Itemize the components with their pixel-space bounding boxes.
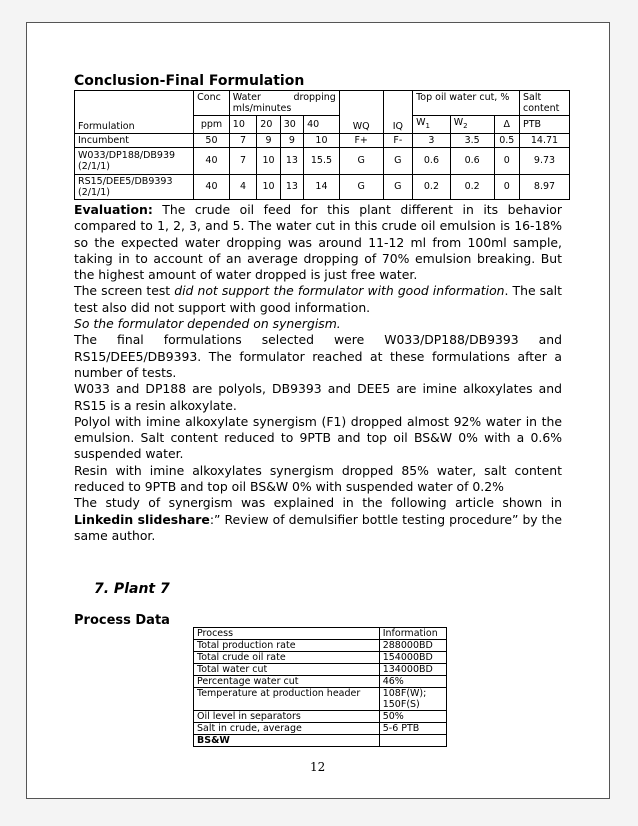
header-formulation: Formulation — [75, 91, 194, 134]
table-header-row — [75, 91, 570, 116]
table-header-row — [194, 628, 447, 640]
header-water-dropping: Water dropping mls/minutes — [229, 91, 339, 116]
table-row — [194, 664, 447, 676]
evaluation-label: Evaluation: — [74, 202, 153, 217]
synergism-line — [74, 316, 562, 332]
process-key: Total production rate — [194, 640, 380, 652]
unit-ptb: PTB — [520, 116, 570, 134]
process-value: 134000BD — [379, 664, 446, 676]
screen-test-emphasis: did not support the formulator with good information — [174, 283, 505, 299]
cell-formulation: RS15/DEE5/DB9393 (2/1/1) — [75, 174, 194, 199]
article-paragraph — [74, 495, 562, 544]
process-value: 50% — [379, 711, 446, 723]
evaluation-p1: The crude oil feed for this plant different in its behavior compared to 1, 2, 3, and 5. The water cut in this crude oil emulsion is 16-18% so the expected water dropping was around 11-12 ml from 100ml sample, taking in to account of an average dropping of 70% emulsion breaking. But the highest amount of water dropped is just free water. — [74, 202, 562, 283]
cell-w1: 0.2 — [413, 174, 451, 199]
process-key-bsw: BS&W — [194, 735, 380, 747]
process-data-table — [193, 627, 447, 747]
cell-iq: F- — [383, 133, 413, 147]
article-b: :” Review of demulsifier bottle testing procedure” by the same author. — [74, 511, 562, 543]
screen-test-b: . The salt test also did not support with good information. — [74, 283, 562, 315]
header-salt: Salt content — [520, 91, 570, 116]
table-row — [194, 676, 447, 688]
table-row — [194, 723, 447, 735]
unit-ppm: ppm — [194, 116, 230, 134]
table-row — [75, 174, 570, 199]
process-value: 288000BD — [379, 640, 446, 652]
header-conc: Conc — [194, 91, 230, 116]
final-formulations-paragraph: The final formulations selected were W033/DP188/DB9393 and RS15/DEE5/DB9393. The formulator reached at these formulations after a number of tests. — [74, 332, 562, 380]
process-value-empty — [379, 735, 446, 747]
table-row — [194, 640, 447, 652]
section-title: Conclusion-Final Formulation — [74, 73, 305, 89]
cell-t1: 7 — [229, 147, 257, 174]
polyol-paragraph: Polyol with imine alkoxylate synergism (F1) dropped almost 92% water in the emulsion. Salt content reduced to 9PTB and top oil BS&W 0% with a 0.6% suspended water. — [74, 413, 562, 462]
header-information: Information — [379, 628, 446, 640]
process-key: Salt in crude, average — [194, 723, 380, 735]
process-value: 108F(W); 150F(S) — [379, 688, 446, 711]
process-key: Total crude oil rate — [194, 652, 380, 664]
cell-delta: 0.5 — [494, 133, 519, 147]
table-row — [194, 735, 447, 747]
header-wq: WQ — [339, 91, 383, 134]
cell-w2: 3.5 — [450, 133, 494, 147]
header-process: Process — [194, 628, 380, 640]
screen-test-a: The screen test — [74, 283, 175, 299]
cell-t2: 10 — [257, 174, 280, 199]
plant-heading: 7. Plant 7 — [94, 581, 170, 597]
cell-delta: 0 — [494, 174, 519, 199]
header-iq: IQ — [383, 91, 413, 134]
cell-t4: 14 — [304, 174, 340, 199]
process-key: Total water cut — [194, 664, 380, 676]
table-row — [194, 652, 447, 664]
cell-w2: 0.6 — [450, 147, 494, 174]
table-row — [75, 133, 570, 147]
cell-w2: 0.2 — [450, 174, 494, 199]
screen-test-paragraph — [74, 283, 562, 316]
evaluation-text — [74, 202, 562, 544]
cell-conc: 40 — [194, 147, 230, 174]
process-value: 46% — [379, 676, 446, 688]
unit-t4: 40 — [304, 116, 340, 134]
cell-wq: G — [339, 174, 383, 199]
cell-conc: 50 — [194, 133, 230, 147]
cell-conc: 40 — [194, 174, 230, 199]
final-formulation-table — [74, 90, 570, 200]
table-row — [194, 711, 447, 723]
cell-ptb: 14.71 — [520, 133, 570, 147]
page-number: 12 — [310, 760, 326, 774]
header-top-oil: Top oil water cut, % — [413, 91, 520, 116]
cell-t1: 4 — [229, 174, 257, 199]
evaluation-paragraph — [74, 202, 562, 283]
unit-t1: 10 — [229, 116, 257, 134]
cell-delta: 0 — [494, 147, 519, 174]
unit-t2: 20 — [257, 116, 280, 134]
article-source: Linkedin slideshare — [74, 511, 210, 527]
cell-wq: F+ — [339, 133, 383, 147]
cell-t2: 9 — [257, 133, 280, 147]
cell-t1: 7 — [229, 133, 257, 147]
synergism-emphasis: So the formulator depended on synergism. — [74, 316, 341, 332]
unit-w1: $W_1$ — [413, 116, 451, 134]
cell-w1: 0.6 — [413, 147, 451, 174]
cell-ptb: 8.97 — [520, 174, 570, 199]
process-key: Temperature at production header — [194, 688, 380, 711]
process-value: 5-6 PTB — [379, 723, 446, 735]
cell-formulation: W033/DP188/DB939 (2/1/1) — [75, 147, 194, 174]
table-row — [75, 147, 570, 174]
cell-ptb: 9.73 — [520, 147, 570, 174]
chemistry-paragraph: W033 and DP188 are polyols, DB9393 and DEE5 are imine alkoxylates and RS15 is a resin alkoxylate. — [74, 381, 562, 413]
cell-t3: 13 — [280, 174, 303, 199]
cell-wq: G — [339, 147, 383, 174]
process-value: 154000BD — [379, 652, 446, 664]
unit-t3: 30 — [280, 116, 303, 134]
process-key: Oil level in separators — [194, 711, 380, 723]
table-row — [194, 688, 447, 711]
cell-t3: 9 — [280, 133, 303, 147]
cell-w1: 3 — [413, 133, 451, 147]
cell-t2: 10 — [257, 147, 280, 174]
process-key: Percentage water cut — [194, 676, 380, 688]
cell-iq: G — [383, 147, 413, 174]
cell-formulation: Incumbent — [75, 133, 194, 147]
unit-delta: Δ — [494, 116, 519, 134]
cell-t3: 13 — [280, 147, 303, 174]
article-a: The study of synergism was explained in the following article shown in — [74, 495, 562, 511]
process-heading: Process Data — [74, 613, 170, 628]
cell-iq: G — [383, 174, 413, 199]
unit-w2: $W_2$ — [450, 116, 494, 134]
cell-t4: 10 — [304, 133, 340, 147]
cell-t4: 15.5 — [304, 147, 340, 174]
resin-paragraph: Resin with imine alkoxylates synergism dropped 85% water, salt content reduced to 9PTB and top oil BS&W 0% with suspended water of 0.2% — [74, 462, 562, 495]
